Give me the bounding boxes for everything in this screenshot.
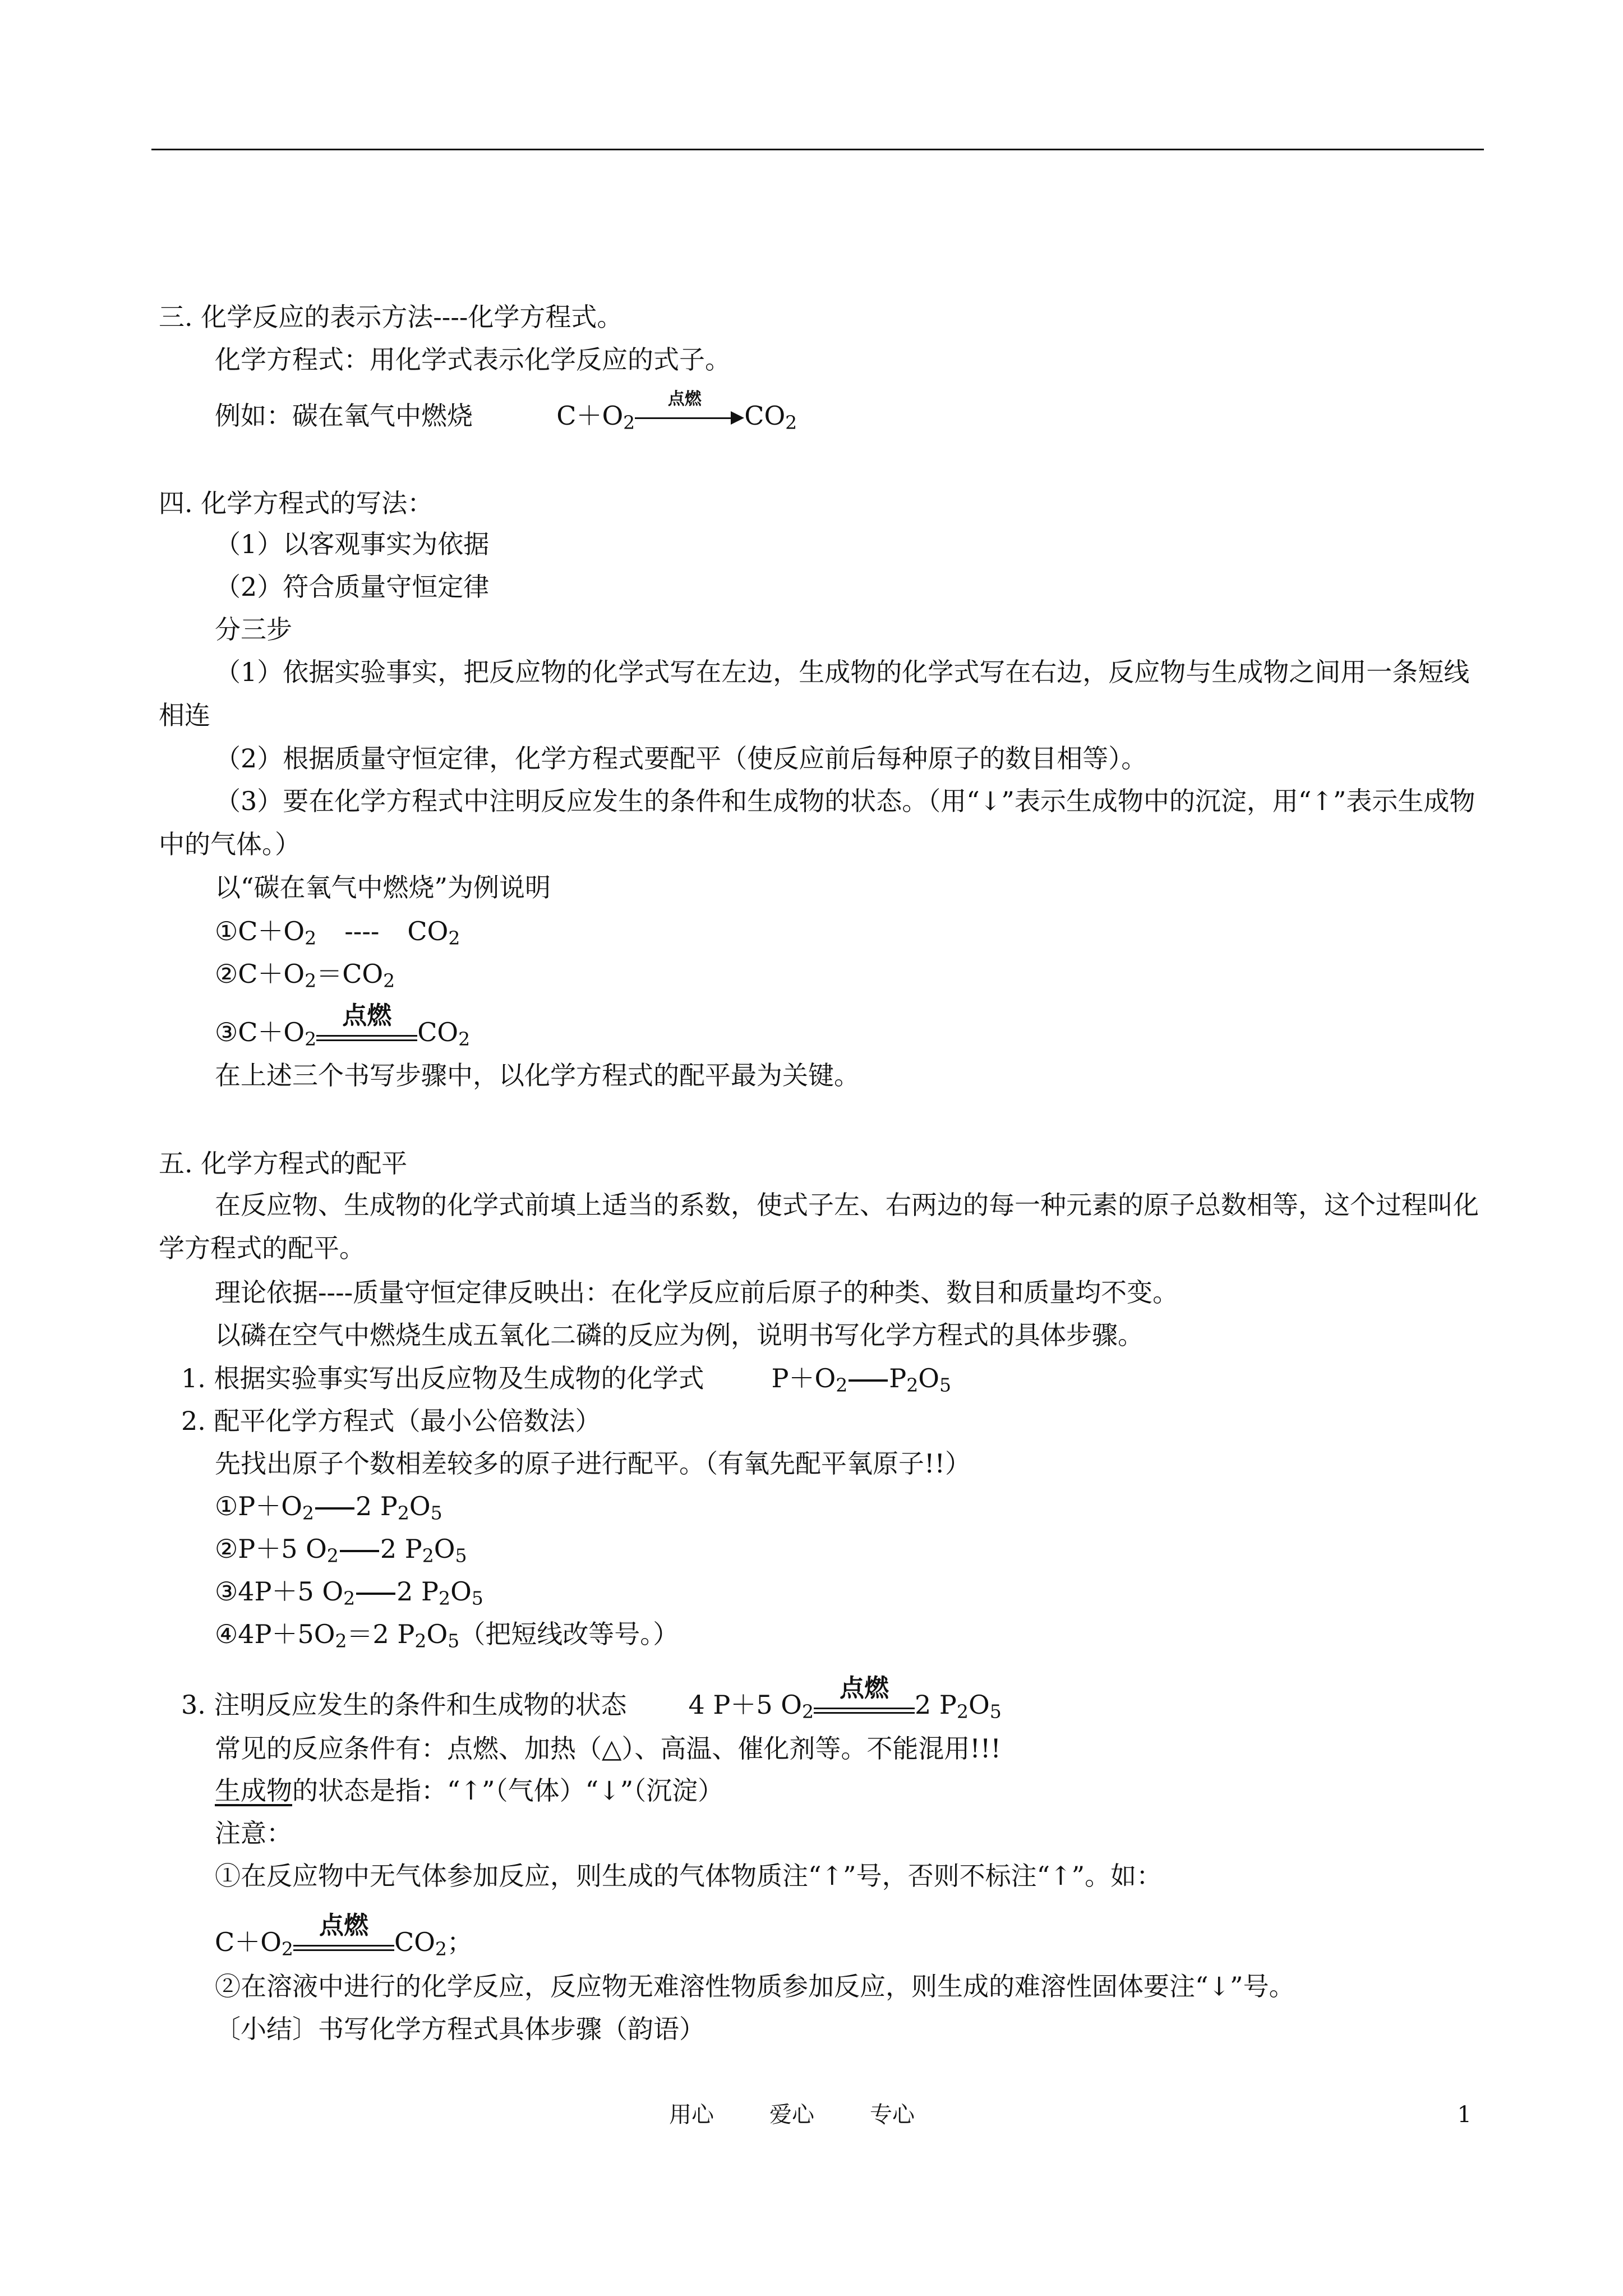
note-1-equation: $C+O_2$ 点燃 $CO_2$； — [215, 1911, 473, 1960]
step-2-text: （2）根据质量守恒定律，化学方程式要配平（使反应前后每种原子的数目相等）。 — [215, 743, 1147, 774]
section-4-heading: 四. 化学方程式的写法： — [159, 488, 434, 518]
balance-step-4: $④4P+5O_2=2$ $P_2O_5$（把短线改等号。） — [215, 1619, 679, 1652]
step-1-line: 1. 根据实验事实写出反应物及生成物的化学式 $P+O_2$ $P_2O_5$ — [181, 1363, 952, 1396]
balance-step-3: ③4P＋5 $O_2$ 2 $P_2O_5$ — [215, 1576, 483, 1609]
balancing-definition: 在反应物、生成物的化学式前填上适当的系数，使式子左、右两边的每一种元素的原子总数相等，这个过程叫化学方程式的配平。 — [159, 1190, 1479, 1263]
phosphorus-intro: 以磷在空气中燃烧生成五氧化二磷的反应为例，说明书写化学方程式的具体步骤。 — [215, 1320, 1144, 1350]
example-line — [215, 389, 797, 434]
balance-step-2: ②P＋5 $O_2$ 2 $P_2O_5$ — [215, 1534, 467, 1567]
example-equation: $C+O_2$ 点燃 $CO_2$ — [556, 389, 797, 434]
footer-text-2: 爱心 — [769, 2102, 814, 2128]
balance-step-1: $①P+O_2$ 2 $P_2O_5$ — [215, 1491, 442, 1524]
section-3-heading: 三. 化学反应的表示方法----化学方程式。 — [159, 302, 623, 332]
footer-text-3: 专心 — [870, 2102, 915, 2128]
step-1-text: （1）依据实验事实，把反应物的化学式写在左边，生成物的化学式写在右边，反应物与生成物之间用一条短线相连 — [159, 657, 1470, 730]
steps-intro: 分三步 — [215, 614, 292, 645]
definition-text: 化学方程式：用化学式表示化学反应的式子。 — [215, 344, 731, 375]
note-label: 注意： — [215, 1818, 292, 1848]
example-intro: 以“碳在氧气中燃烧”为例说明 — [215, 872, 551, 903]
principle-2: （2）符合质量守恒定律 — [215, 572, 490, 602]
footer-text-1: 用心 — [669, 2102, 714, 2128]
conclusion-text: 在上述三个书写步骤中，以化学方程式的配平最为关键。 — [215, 1060, 860, 1091]
page-number: 1 — [1457, 2102, 1472, 2128]
reaction-arrow-icon: 点燃 — [635, 407, 744, 429]
theory-text: 理论依据----质量守恒定律反映出：在化学反应前后原子的种类、数目和质量均不变。 — [215, 1277, 1179, 1308]
step-3-line: 3. 注明反应发生的条件和生成物的状态 4 P＋5 $O_2$ 点燃 2 $P_2O_5$ — [181, 1674, 1002, 1723]
step-2-label: 2. 配平化学方程式（最小公倍数法） — [181, 1406, 601, 1436]
step-3-text: （3）要在化学方程式中注明反应发生的条件和生成物的状态。（用“↓”表示生成物中的沉淀，用“↑”表示生成物中的气体。） — [159, 786, 1476, 859]
section-5-heading: 五. 化学方程式的配平 — [159, 1148, 408, 1179]
note-1: ①在反应物中无气体参加反应，则生成的气体物质注“↑”号，否则不标注“↑”。如： — [215, 1861, 1163, 1891]
header-rule — [151, 149, 1484, 150]
state-text: 生成物的状态是指：“↑”（气体）“↓”（沉淀） — [215, 1775, 724, 1806]
double-equals-icon: 点燃 — [814, 1704, 915, 1714]
example-label: 例如：碳在氧气中燃烧 — [215, 401, 473, 431]
double-equals-icon: 点燃 — [293, 1941, 394, 1951]
double-equals-icon: 点燃 — [316, 1032, 417, 1041]
step-2-hint: 先找出原子个数相差较多的原子进行配平。（有氧先配平氧原子!!） — [215, 1448, 971, 1479]
equation-3: $③C+O_2$ 点燃 $CO_2$ — [215, 1001, 471, 1050]
equation-2: $②C+O_2=CO_2$ — [215, 959, 395, 992]
principle-1: （1）以客观事实为依据 — [215, 529, 490, 559]
note-2: ②在溶液中进行的化学反应，反应物无难溶性物质参加反应，则生成的难溶性固体要注“↓”号。 — [215, 1971, 1295, 2001]
conditions-text: 常见的反应条件有：点燃、加热（△）、高温、催化剂等。不能混用!!! — [215, 1733, 1001, 1764]
equation-1: $①C+O_2$ ---- $CO_2$ — [215, 916, 460, 949]
summary-text: 〔小结〕书写化学方程式具体步骤（韵语） — [215, 2014, 705, 2044]
